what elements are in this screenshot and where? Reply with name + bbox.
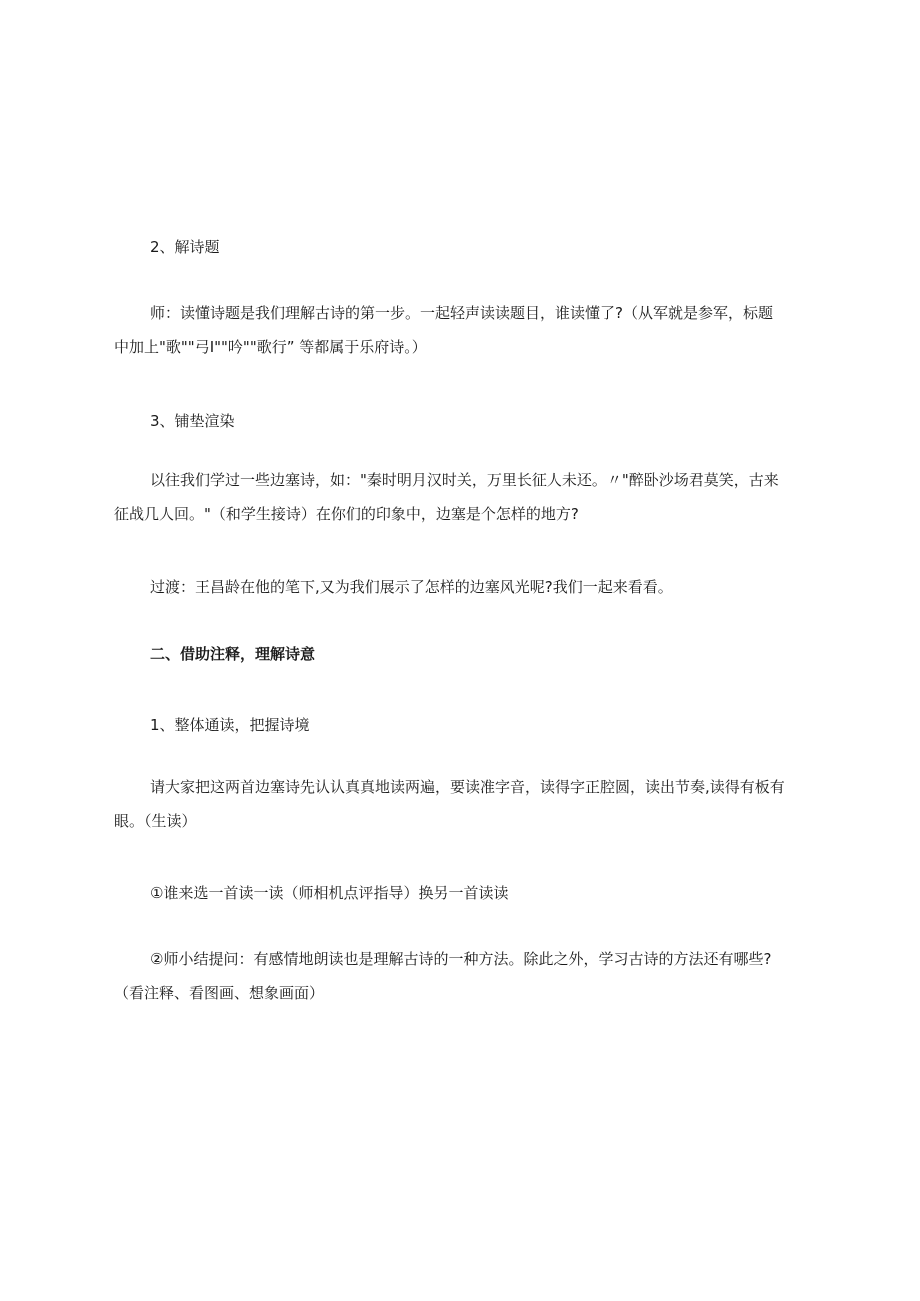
- heading-jie-shi-ti: 2、解诗题: [150, 238, 220, 256]
- paragraph-transition: 过渡：王昌龄在他的笔下,又为我们展示了怎样的边塞风光呢?我们一起来看看。: [150, 578, 673, 596]
- paragraph-teacher-intro: [114, 296, 814, 364]
- section-title-borrow-notes: 二、借助注释，理解诗意: [150, 645, 316, 663]
- paragraph-line: 眼。（生读）: [114, 812, 197, 830]
- list-item-teacher-summary: [114, 942, 814, 1010]
- paragraph-line: 师：读懂诗题是我们理解古诗的第一步。一起轻声读读题目，谁读懂了?（从军就是参军，标题: [150, 304, 773, 322]
- subheading-whole-reading: 1、整体通读，把握诗境: [150, 716, 310, 734]
- paragraph-line: 以往我们学过一些边塞诗，如："秦时明月汉时关，万里长征人未还。〃"醉卧沙场君莫笑，古来: [150, 471, 779, 489]
- paragraph-line: 请大家把这两首边塞诗先认认真真地读两遍，要读准字音，读得字正腔圆，读出节奏,读得有板有: [150, 778, 785, 796]
- paragraph-line: 征战几人回。"（和学生接诗）在你们的印象中，边塞是个怎样的地方?: [114, 505, 579, 523]
- paragraph-line: ②师小结提问：有感情地朗读也是理解古诗的一种方法。除此之外，学习古诗的方法还有哪些?: [150, 950, 772, 968]
- heading-pu-dian-xuan-ran: 3、铺垫渲染: [150, 412, 235, 430]
- paragraph-line: 中加上"歌""弓I""吟""歌行” 等都属于乐府诗。）: [114, 338, 427, 356]
- list-item-choose-poem: ①谁来选一首读一读（师相机点评指导）换另一首读读: [150, 884, 509, 902]
- paragraph-read-instructions: [114, 770, 814, 838]
- paragraph-past-poems: [114, 463, 814, 531]
- paragraph-line: （看注释、看图画、想象画面）: [114, 984, 325, 1002]
